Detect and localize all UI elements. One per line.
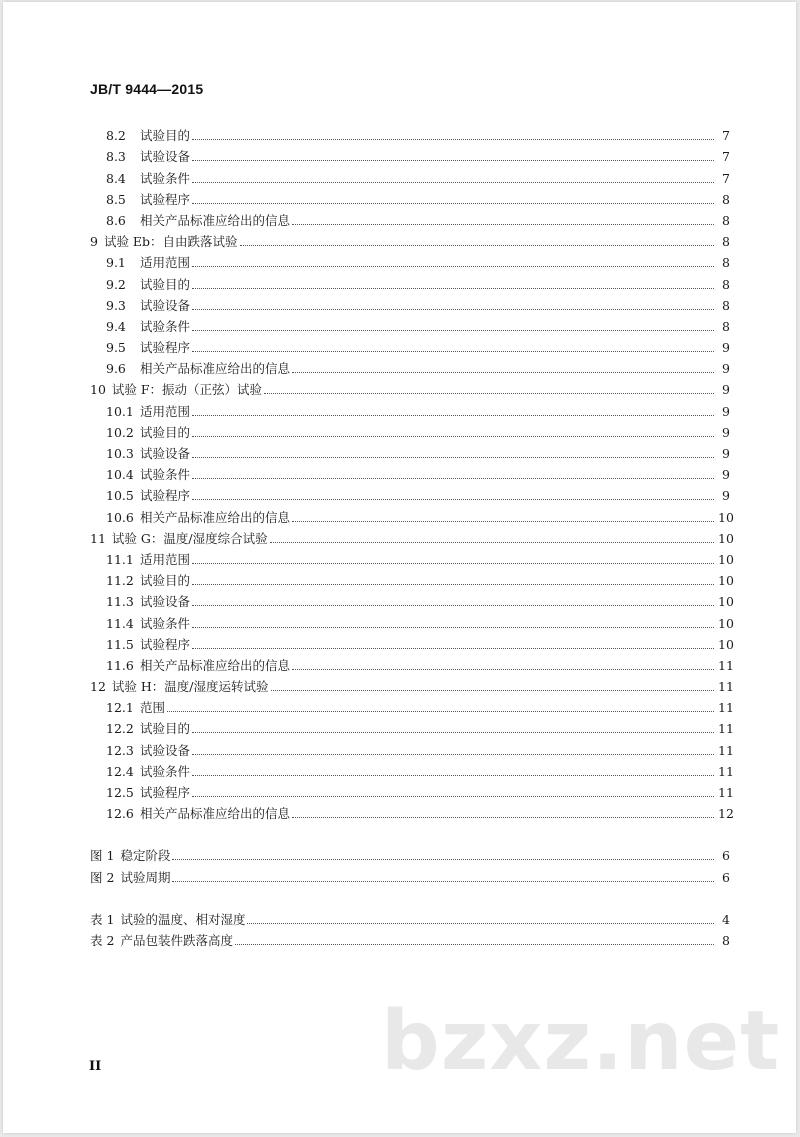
toc-entry[interactable] — [90, 186, 730, 207]
toc-entry-number: 10.5 — [106, 488, 134, 504]
toc-entry-page: 11 — [718, 785, 734, 800]
toc-entry-page: 10 — [718, 573, 734, 589]
toc-entry-title: 试验条件 — [140, 170, 191, 186]
toc-entry-page: 8 — [722, 191, 730, 207]
toc-entry-page: 10 — [718, 509, 734, 525]
toc-entry[interactable] — [90, 800, 734, 822]
toc-entry-number: 8.3 — [106, 149, 126, 165]
toc-entry-number: 11.1 — [106, 551, 134, 567]
toc-entry[interactable] — [90, 376, 730, 397]
toc-entry-title: 试验条件 — [140, 615, 191, 631]
toc-entry-page: 8 — [722, 276, 730, 292]
toc-entry[interactable] — [90, 736, 734, 758]
toc-leader-dots — [192, 774, 714, 776]
toc-entry-page: 9 — [722, 361, 730, 377]
toc-entry-page: 8 — [722, 297, 730, 313]
toc-entry-number: 10.2 — [106, 424, 134, 440]
toc-table-list — [90, 906, 730, 948]
toc-entry-title: 试验程序 — [140, 340, 191, 356]
toc-entry-number: 10.1 — [106, 403, 134, 419]
toc-entry-title: 相关产品标准应给出的信息 — [140, 361, 291, 377]
toc-leader-dots — [192, 265, 714, 267]
toc-entry[interactable] — [90, 419, 730, 440]
toc-entry-page: 8 — [722, 932, 730, 948]
toc-leader-dots — [192, 435, 714, 437]
toc-entry-page: 7 — [722, 170, 730, 186]
toc-leader-dots — [292, 371, 714, 373]
toc-entry-page: 12 — [718, 806, 734, 822]
toc-entry-page: 11 — [718, 721, 734, 737]
toc-entry-title: 试验 Eb：自由跌落试验 — [103, 234, 238, 250]
toc-entry-number: 8.2 — [106, 128, 126, 144]
toc-entry-page: 9 — [722, 446, 730, 461]
toc-entry[interactable] — [90, 694, 734, 716]
toc-entry-title: 试验设备 — [140, 297, 191, 313]
toc-entry-number: 9.6 — [106, 361, 126, 377]
toc-leader-dots — [192, 498, 714, 500]
toc-entry[interactable] — [90, 482, 730, 503]
toc-leader-dots — [192, 329, 714, 331]
toc-entry-page: 10 — [718, 594, 734, 610]
toc-entry-page: 7 — [722, 149, 730, 165]
toc-leader-dots — [192, 626, 714, 628]
toc-entry-number: 12.5 — [106, 785, 134, 800]
toc-entry-number: 11.5 — [106, 636, 134, 652]
toc-entry-number: 表 2 — [90, 932, 115, 948]
toc-entry[interactable] — [90, 546, 734, 567]
toc-entry-page: 6 — [722, 848, 730, 864]
toc-entry[interactable] — [90, 270, 730, 291]
toc-entry-title: 试验设备 — [140, 742, 191, 758]
toc-entry[interactable] — [90, 652, 734, 673]
toc-entry[interactable] — [90, 863, 730, 884]
toc-entry-number: 8.5 — [106, 191, 126, 207]
toc-leader-dots — [292, 668, 714, 670]
toc-entry-page: 10 — [718, 636, 734, 652]
toc-entry-page: 8 — [722, 234, 730, 250]
toc-entry-page: 11 — [718, 763, 734, 779]
toc-entry[interactable] — [90, 779, 734, 800]
toc-entry[interactable] — [90, 440, 730, 461]
toc-entry[interactable] — [90, 292, 730, 313]
toc-leader-dots — [292, 223, 714, 225]
toc-entry[interactable] — [90, 567, 734, 589]
toc-entry-title: 相关产品标准应给出的信息 — [140, 657, 291, 673]
toc-entry-page: 8 — [722, 212, 730, 228]
toc-entry-page: 10 — [718, 551, 734, 567]
toc-figure-list — [90, 842, 730, 884]
toc-entry-title: 稳定阶段 — [120, 848, 171, 864]
toc-entry-page: 7 — [722, 128, 730, 144]
toc-leader-dots — [192, 604, 714, 606]
toc-entry-number: 8.4 — [106, 170, 126, 186]
toc-leader-dots — [192, 583, 714, 585]
toc-entry[interactable] — [90, 122, 730, 143]
toc-entry-title: 相关产品标准应给出的信息 — [140, 806, 291, 822]
toc-leader-dots — [292, 520, 714, 522]
toc-entry-title: 试验设备 — [140, 149, 191, 165]
toc-entry-title: 试验条件 — [140, 467, 191, 483]
toc-entry-title: 试验 G：温度/湿度综合试验 — [111, 530, 268, 546]
toc-entry-number: 8.6 — [106, 212, 126, 228]
toc-entry[interactable] — [90, 758, 734, 779]
toc-entry-page: 6 — [722, 869, 730, 885]
toc-entry-title: 试验 F：振动（正弦）试验 — [111, 382, 263, 398]
toc-leader-dots — [192, 159, 714, 161]
toc-leader-dots — [192, 138, 714, 140]
toc-entry-page: 11 — [718, 679, 734, 695]
watermark: bzxz.net — [381, 994, 781, 1089]
toc-leader-dots — [172, 880, 714, 882]
toc-leader-dots — [167, 710, 714, 712]
toc-section-list — [90, 122, 734, 822]
toc-entry-number: 9 — [90, 234, 98, 250]
toc-entry-page: 11 — [718, 657, 734, 673]
toc-entry[interactable] — [90, 673, 734, 695]
toc-entry[interactable] — [90, 503, 734, 525]
toc-leader-dots — [271, 689, 715, 691]
toc-leader-dots — [192, 477, 714, 479]
toc-entry[interactable] — [90, 249, 730, 270]
toc-entry-number: 表 1 — [90, 911, 115, 927]
toc-leader-dots — [192, 414, 714, 416]
toc-entry-title: 范围 — [140, 700, 166, 716]
toc-entry[interactable] — [90, 927, 730, 948]
toc-entry-title: 试验 H：温度/湿度运转试验 — [111, 679, 269, 695]
toc-entry-number: 10 — [90, 382, 106, 398]
toc-entry-title: 相关产品标准应给出的信息 — [140, 509, 291, 525]
toc-entry-title: 试验程序 — [140, 785, 191, 800]
toc-entry[interactable] — [90, 397, 730, 418]
page-number: II — [89, 1059, 102, 1074]
toc-entry[interactable] — [90, 207, 730, 228]
toc-entry-number: 9.4 — [106, 318, 126, 334]
toc-entry-number: 12.3 — [106, 742, 134, 758]
toc-entry-page: 11 — [718, 700, 734, 716]
toc-leader-dots — [247, 922, 714, 924]
toc-entry-title: 试验目的 — [140, 276, 191, 292]
toc-entry-title: 试验条件 — [140, 318, 191, 334]
toc-entry-title: 试验程序 — [140, 191, 191, 207]
toc-entry-number: 11 — [90, 530, 106, 546]
toc-entry-number: 11.4 — [106, 615, 134, 631]
toc-entry-page: 9 — [722, 424, 730, 440]
toc-entry-title: 试验程序 — [140, 488, 191, 504]
toc-entry-title: 产品包装件跌落高度 — [120, 932, 233, 948]
toc-entry-page: 8 — [722, 318, 730, 334]
toc-entry-page: 4 — [722, 911, 730, 927]
toc-entry-number: 12.1 — [106, 700, 134, 716]
toc-entry-number: 图 1 — [90, 848, 115, 864]
toc-entry-title: 试验目的 — [140, 721, 191, 737]
toc-entry-title: 适用范围 — [140, 255, 191, 271]
standard-code: JB/T 9444—2015 — [90, 81, 204, 97]
toc-leader-dots — [192, 795, 714, 797]
toc-entry-title: 试验目的 — [140, 424, 191, 440]
toc-leader-dots — [235, 943, 714, 945]
toc-entry-number: 12.6 — [106, 806, 134, 822]
toc-entry-title: 相关产品标准应给出的信息 — [140, 212, 291, 228]
table-of-contents — [90, 122, 734, 948]
toc-entry-page: 9 — [722, 382, 730, 398]
toc-entry[interactable] — [90, 609, 734, 631]
toc-entry-number: 10.6 — [106, 509, 134, 525]
toc-entry-number: 11.3 — [106, 594, 134, 610]
toc-entry-title: 适用范围 — [140, 551, 191, 567]
toc-entry-page: 9 — [722, 488, 730, 504]
toc-entry[interactable] — [90, 228, 730, 249]
toc-leader-dots — [192, 456, 714, 458]
toc-entry[interactable] — [90, 164, 730, 185]
toc-entry-title: 试验条件 — [140, 763, 191, 779]
toc-leader-dots — [192, 287, 714, 289]
toc-leader-dots — [192, 181, 714, 183]
toc-entry-page: 9 — [722, 467, 730, 483]
toc-leader-dots — [192, 731, 714, 733]
toc-entry[interactable] — [90, 715, 734, 737]
toc-leader-dots — [192, 308, 714, 310]
toc-entry-number: 9.1 — [106, 255, 126, 271]
toc-entry-page: 10 — [718, 615, 734, 631]
toc-leader-dots — [192, 562, 714, 564]
toc-entry[interactable] — [90, 588, 734, 610]
toc-entry-number: 12.4 — [106, 763, 134, 779]
toc-entry-title: 试验程序 — [140, 636, 191, 652]
toc-entry-title: 试验的温度、相对湿度 — [120, 911, 246, 927]
toc-entry-title: 适用范围 — [140, 403, 191, 419]
toc-entry-title: 试验周期 — [120, 869, 171, 885]
toc-entry[interactable] — [90, 313, 730, 334]
toc-entry[interactable] — [90, 525, 734, 546]
toc-entry-number: 11.6 — [106, 657, 134, 673]
toc-entry-page: 8 — [722, 255, 730, 271]
toc-leader-dots — [192, 350, 714, 352]
toc-entry-page: 11 — [718, 742, 734, 758]
toc-entry-number: 9.3 — [106, 297, 126, 313]
toc-entry-page: 9 — [722, 340, 730, 356]
toc-leader-dots — [240, 244, 714, 246]
toc-entry-number: 9.5 — [106, 340, 126, 356]
toc-entry-number: 9.2 — [106, 276, 126, 292]
toc-entry[interactable] — [90, 334, 730, 355]
toc-leader-dots — [192, 753, 714, 755]
toc-leader-dots — [264, 392, 714, 394]
toc-entry-number: 10.4 — [106, 467, 134, 483]
toc-entry-page: 10 — [718, 530, 734, 546]
toc-entry-page: 9 — [722, 403, 730, 419]
toc-entry-title: 试验目的 — [140, 128, 191, 144]
toc-entry-number: 10.3 — [106, 446, 134, 461]
toc-entry[interactable] — [90, 906, 730, 927]
toc-entry-title: 试验设备 — [140, 446, 191, 461]
toc-entry-number: 12 — [90, 679, 106, 695]
toc-entry-number: 12.2 — [106, 721, 134, 737]
document-page — [3, 2, 796, 1133]
toc-entry-number: 图 2 — [90, 869, 115, 885]
toc-entry[interactable] — [90, 355, 730, 376]
toc-entry-number: 11.2 — [106, 573, 134, 589]
toc-leader-dots — [172, 858, 714, 860]
toc-entry[interactable] — [90, 143, 730, 164]
toc-leader-dots — [192, 202, 714, 204]
toc-entry[interactable] — [90, 631, 734, 652]
toc-leader-dots — [192, 647, 714, 649]
toc-entry[interactable] — [90, 461, 730, 482]
toc-entry-title: 试验设备 — [140, 594, 191, 610]
toc-leader-dots — [292, 816, 714, 818]
toc-leader-dots — [270, 541, 714, 543]
toc-entry-title: 试验目的 — [140, 573, 191, 589]
toc-entry[interactable] — [90, 842, 730, 863]
